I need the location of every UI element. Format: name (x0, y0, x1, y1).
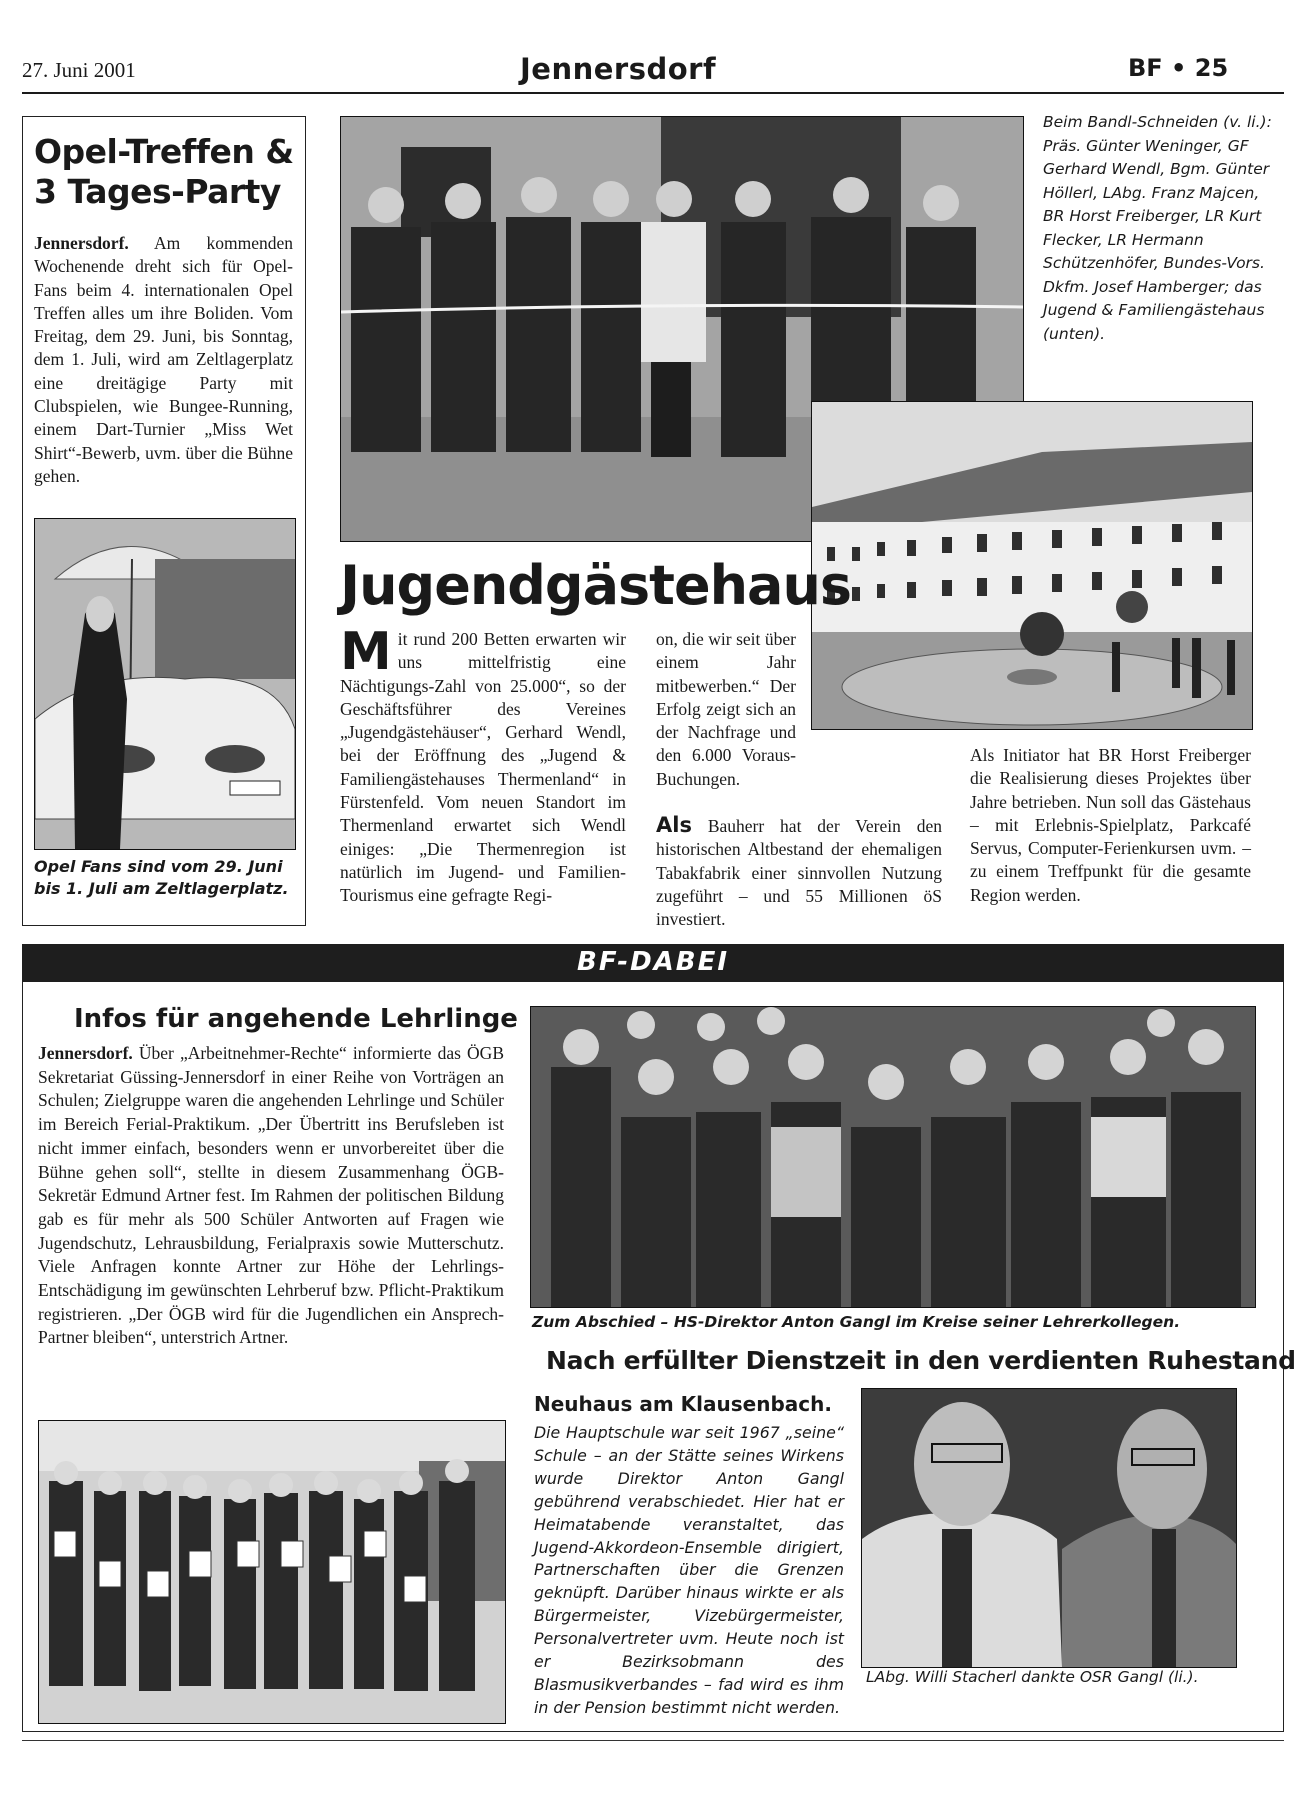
opel-article (34, 232, 293, 488)
bf-dabei-banner (22, 944, 1284, 982)
ruhestand-text: Die Hauptschule war seit 1967 „seine“ Schule – an der Stätte seines Wirkens wurde Direktor Anton Gangl gebührend verabschiedet. Hier hat er Heimatabende veranstaltet, das Jugend-Akkordeon-Ensemble dirigiert, Partnerschaften über die Grenzen geknüpft. Darüber hinaus wirkte er als Bürgermeister, Vizebürgermeister, Personalvertreter uvm. Heute noch ist er Bezirksobmann des Blasmusikverbandes – fad wird es ihm in der Pension bestimmt nicht werden. (534, 1423, 844, 1717)
jugend-col2-bottom (656, 814, 942, 931)
stacherl-photo-art (862, 1389, 1236, 1667)
opel-photo (34, 518, 296, 850)
lehrlinge-text: Über „Arbeitnehmer-Rechte“ informierte das ÖGB Sekretariat Güssing-Jennersdorf in einer Reihe von Vorträgen an Schulen; Zielgruppe waren die angehenden Lehrlinge und Schüler im Bereich Ferial-Praktikum. „Der Übertritt ins Berufsleben ist nicht immer einfach, besonders wenn er unvorbereitet über die Bühne gehen soll“, stellte in diesem Zusammenhang ÖGB-Sekretär Edmund Artner fest. Im Rahmen der politischen Bildung gab es für mehr als 500 Schüler Antworten auf Fragen wie Jugendschutz, Lehrausbildung, Ferialpraxis sowie Mutterschutz. Viele Anfragen konnte Artner zur Höhe der Lehrlings-Entschädigung im gewünschten Lehrberuf bzw. Pflicht-Praktikum registrieren. „Der ÖGB wird für die Jugendlichen ein Ansprech-Partner bleiben“, unterstrich Artner. (38, 1043, 504, 1348)
teachers-photo (530, 1006, 1256, 1308)
teachers-caption: Zum Abschied – HS-Direktor Anton Gangl im Kreise seiner Lehrerkollegen. (532, 1313, 1181, 1331)
header-rule (22, 92, 1284, 94)
jugend-col1 (340, 622, 626, 908)
header-date: 27. Juni 2001 (22, 58, 136, 82)
header-paper-page (1128, 54, 1228, 82)
stacherl-photo (861, 1388, 1237, 1668)
jugend-dropcap: M (340, 622, 392, 682)
lehrlinge-dateline: Jennersdorf. (38, 1043, 133, 1063)
opel-title: Opel-Treffen & 3 Tages-Party (34, 132, 294, 211)
jugend-col2-top: on, die wir seit über einem Jahr mitbewerben.“ Der Erfolg zeigt sich an der Nachfrage und den 6.000 Voraus-Buchungen. (656, 629, 796, 789)
building-photo (811, 401, 1253, 730)
header-section: Jennersdorf (520, 52, 717, 86)
ruhestand-dateline: Neuhaus am Klausenbach. (534, 1392, 832, 1416)
jugend-headline: Jugendgästehaus (340, 554, 852, 617)
opel-caption: Opel Fans sind vom 29. Juni bis 1. Juli am Zeltlagerplatz. (34, 857, 289, 898)
lehrlinge-title: Infos für angehende Lehrlinge (74, 1004, 518, 1034)
header-page: 25 (1194, 54, 1229, 82)
teachers-photo-art (531, 1007, 1255, 1307)
bf-dabei-title: BF-DABEI (577, 947, 730, 977)
jugend-col1-text: it rund 200 Betten erwarten wir uns mittelfristig eine Nächtigungs-Zahl von 25.000“, so der Geschäftsführer des Vereines „Jugendgästehäuser“, Gerhard Wendl, bei der Eröffnung des „Jugend & Familiengästehauses Thermenland“ in Fürstenfeld. Vom neuen Standort im Thermenland erwartet sich Wendl einiges: „Die Thermenregion ist natürlich im Jugend- und Familien-Tourismus eine gefragte Regi- (340, 629, 626, 906)
building-photo-art (812, 402, 1252, 729)
jugend-col2-text: Bauherr hat der Verein den historischen Altbestand der ehemaligen Tabakfabrik einer sinnvollen Nutzung zugeführt – und 55 Millionen öS investiert. (656, 816, 943, 930)
footer-rule (22, 1740, 1284, 1741)
lehrlinge-article (38, 1042, 504, 1350)
ribbon-caption: Beim Bandl-Schneiden (v. li.): Präs. Günter Weninger, GF Gerhard Wendl, Bgm. Günter Höllerl, LAbg. Franz Majcen, BR Horst Freiberger, LR Kurt Flecker, LR Hermann Schützenhöfer, Bundes-Vors. Dkfm. Josef Hamberger; das Jugend & Familiengästehaus (unten). (1043, 113, 1272, 343)
opel-text: Am kommenden Wochenende dreht sich für Opel-Fans beim 4. internationalen Opel Treffen alles um ihre Boliden. Vom Freitag, dem 29. Juni, bis Sonntag, dem 1. Juli, wird am Zeltlagerplatz eine dreitägige Party mit Clubspielen, wie Bungee-Running, einem Dart-Turnier „Miss Wet Shirt“-Bewerb, uvm. über die Bühne gehen. (34, 233, 293, 486)
opel-dateline: Jennersdorf. (34, 233, 129, 253)
opel-photo-art (35, 519, 295, 849)
jugend-col2-lead: Als (656, 813, 692, 837)
lehrlinge-photo-art (39, 1421, 505, 1723)
jugend-col3: Als Initiator hat BR Horst Freiberger die Realisierung dieses Projektes über Jahre betrieben. Nun soll das Gästehaus – mit Erlebnis-Spielplatz, Parkcafé Servus, Computer-Ferienkursen uvm. – zu einem Treffpunkt für die gesamte Region werden. (970, 745, 1251, 905)
header-paper: BF (1128, 54, 1163, 82)
lehrlinge-photo (38, 1420, 506, 1724)
header-dot: • (1171, 54, 1195, 82)
ruhestand-headline: Nach erfüllter Dienstzeit in den verdienten Ruhestand (546, 1346, 1296, 1375)
stacherl-caption: LAbg. Willi Stacherl dankte OSR Gangl (li.). (866, 1668, 1199, 1686)
